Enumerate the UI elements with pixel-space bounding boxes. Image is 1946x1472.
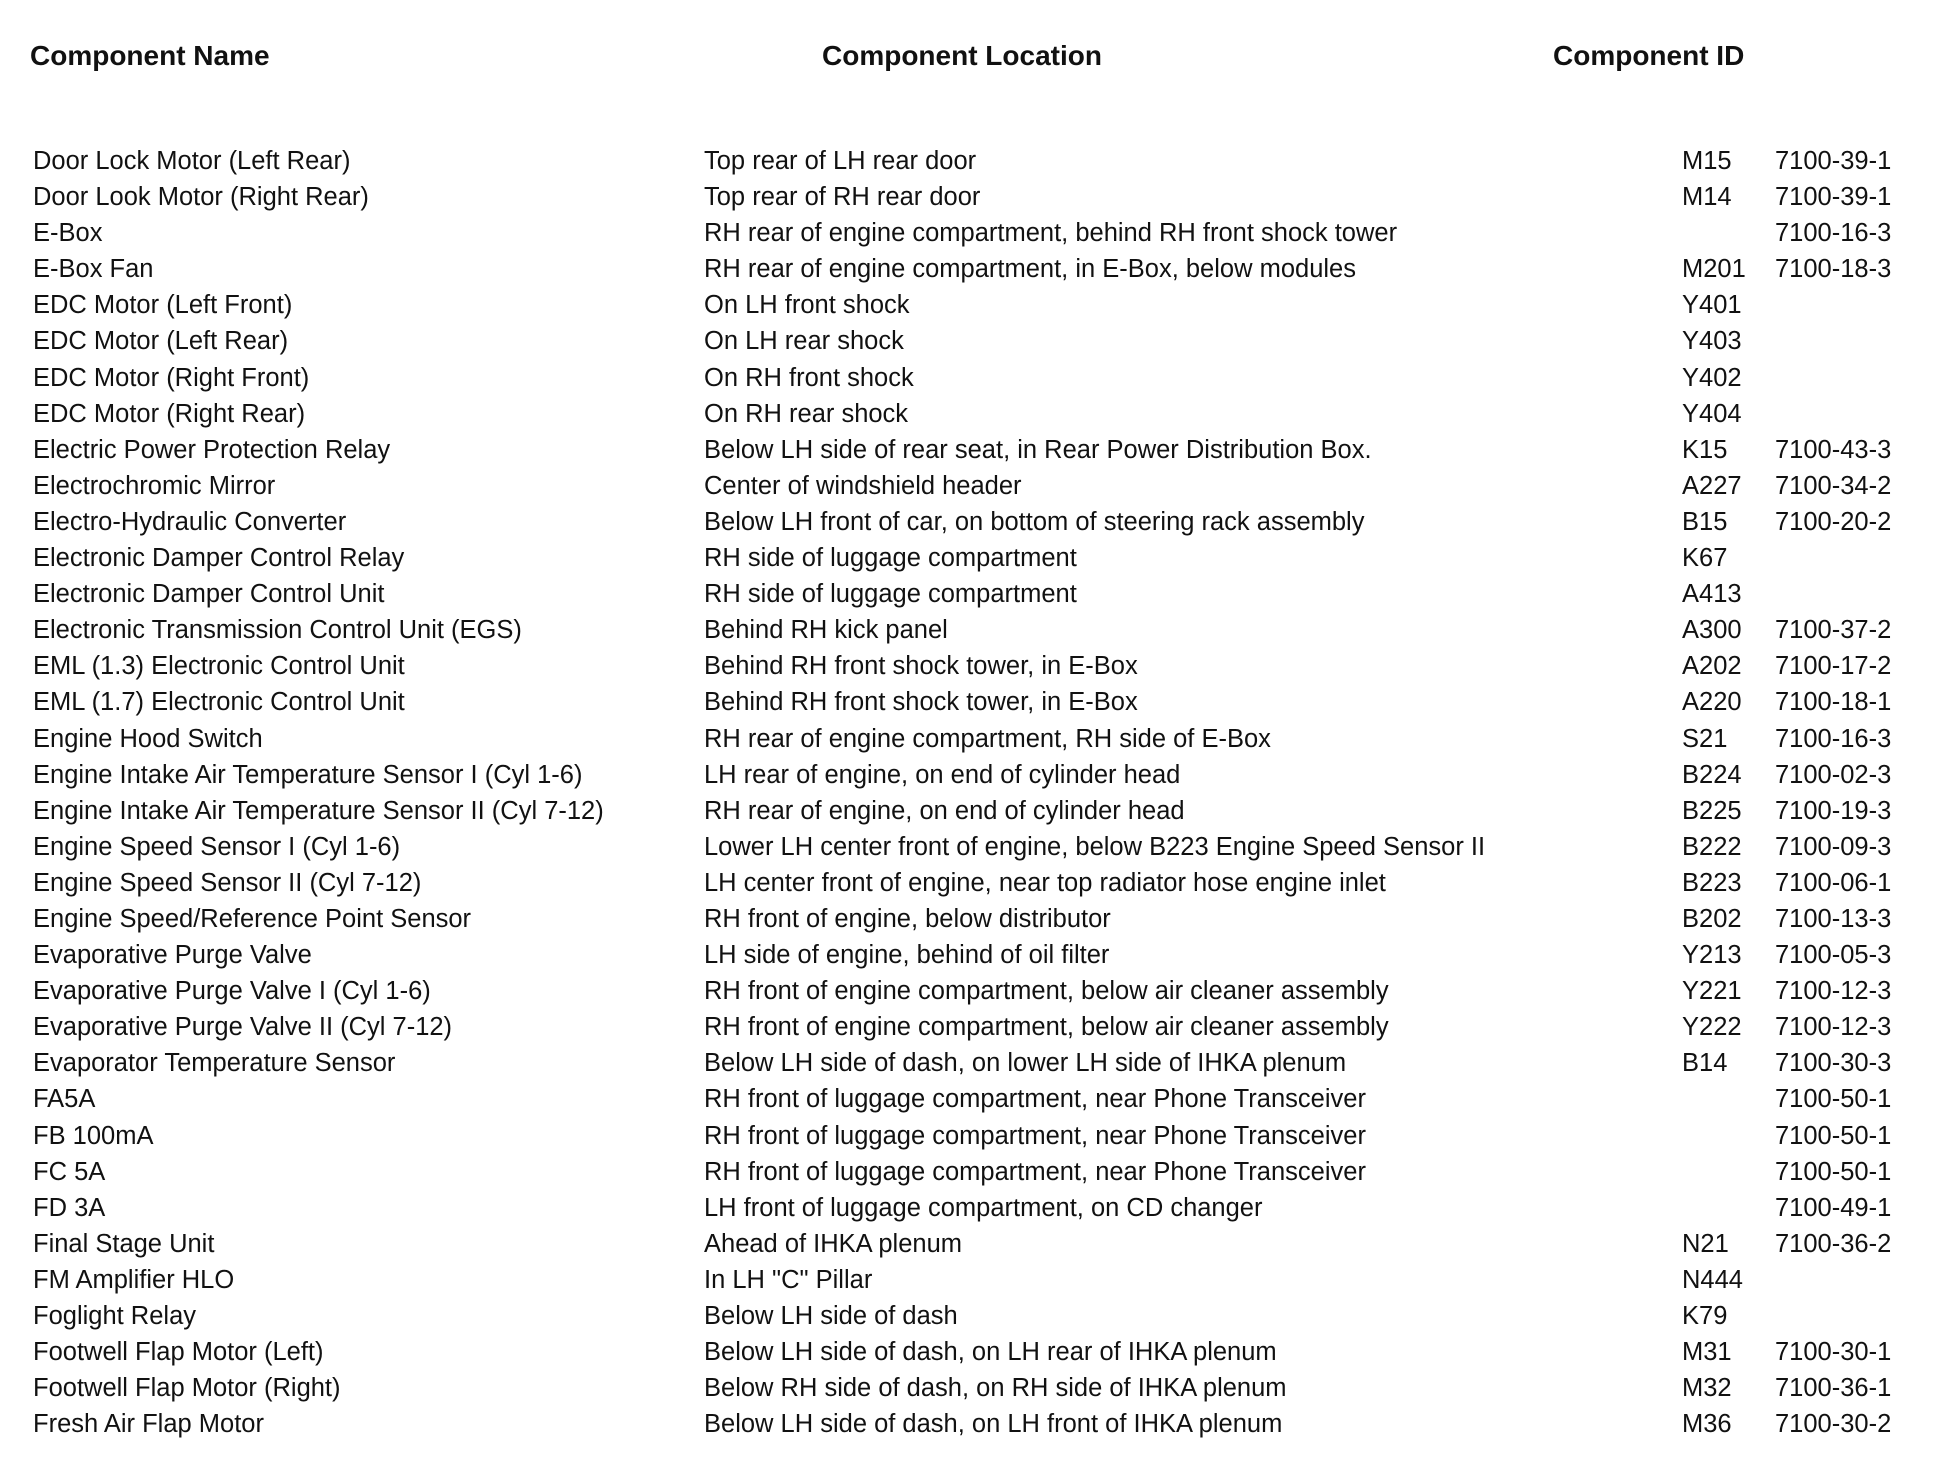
component-ref-cell: 7100-50-1 — [1775, 1085, 1892, 1114]
component-ref-cell: 7100-43-3 — [1775, 435, 1892, 464]
component-ref-cell: 7100-39-1 — [1775, 147, 1892, 175]
component-id-cell: A202 — [1682, 652, 1742, 681]
table-row — [0, 901, 1946, 937]
component-ref-cell: 7100-50-1 — [1775, 1121, 1892, 1150]
component-id-cell: A220 — [1682, 688, 1742, 717]
component-location-cell: RH rear of engine compartment, in E-Box, below modules — [704, 255, 1356, 284]
component-name-cell: FD 3A — [33, 1193, 106, 1222]
component-location-cell: Top rear of RH rear door — [704, 183, 981, 212]
component-name-cell: Engine Speed Sensor I (Cyl 1-6) — [33, 832, 401, 861]
component-ref-cell: 7100-02-3 — [1775, 760, 1892, 789]
component-ref-cell: 7100-37-2 — [1775, 616, 1892, 645]
component-name-cell: EDC Motor (Left Rear) — [33, 327, 289, 356]
table-row — [0, 1334, 1946, 1370]
component-ref-cell: 7100-17-2 — [1775, 652, 1892, 681]
table-row — [0, 1370, 1946, 1406]
component-location-cell: RH front of luggage compartment, near Phone Transceiver — [704, 1085, 1366, 1114]
component-location-cell: RH side of luggage compartment — [704, 580, 1077, 609]
component-id-cell: M32 — [1682, 1374, 1732, 1403]
component-id-cell: Y213 — [1682, 941, 1742, 970]
component-id-cell: Y221 — [1682, 977, 1742, 1006]
table-row — [0, 1298, 1946, 1334]
component-ref-cell: 7100-16-3 — [1775, 219, 1892, 248]
component-ref-cell: 7100-49-1 — [1775, 1193, 1892, 1222]
table-row — [0, 865, 1946, 901]
table-row — [0, 540, 1946, 576]
component-id-cell: Y402 — [1682, 363, 1742, 392]
component-name-cell: EML (1.7) Electronic Control Unit — [33, 688, 405, 717]
component-location-cell: LH side of engine, behind of oil filter — [704, 941, 1110, 970]
component-name-cell: FA5A — [33, 1085, 96, 1114]
component-name-cell: Door Look Motor (Right Rear) — [33, 183, 369, 212]
component-ref-cell: 7100-50-1 — [1775, 1157, 1892, 1186]
component-location-cell: RH side of luggage compartment — [704, 544, 1077, 573]
component-location-cell: Below LH side of rear seat, in Rear Power Distribution Box. — [704, 435, 1372, 464]
table-row — [0, 937, 1946, 973]
table-row — [0, 504, 1946, 540]
component-ref-cell: 7100-12-3 — [1775, 1013, 1892, 1042]
component-id-cell: S21 — [1682, 724, 1728, 753]
component-name-cell: Engine Hood Switch — [33, 724, 263, 753]
component-id-cell: B224 — [1682, 760, 1742, 789]
component-name-cell: EDC Motor (Left Front) — [33, 291, 293, 320]
component-location-cell: On LH front shock — [704, 291, 910, 320]
component-name-cell: Fresh Air Flap Motor — [33, 1410, 264, 1439]
component-id-cell: M14 — [1682, 183, 1732, 212]
component-name-cell: Electrochromic Mirror — [33, 471, 276, 500]
table-row — [0, 1154, 1946, 1190]
table-row — [0, 1045, 1946, 1081]
table-row — [0, 757, 1946, 793]
component-ref-cell: 7100-18-1 — [1775, 688, 1892, 717]
component-ref-cell: 7100-34-2 — [1775, 471, 1892, 500]
component-location-cell: In LH "C" Pillar — [704, 1265, 873, 1294]
component-name-cell: Electronic Damper Control Unit — [33, 580, 385, 609]
component-id-cell: K15 — [1682, 435, 1728, 464]
component-id-cell: A227 — [1682, 471, 1742, 500]
header-component-id: Component ID — [1553, 40, 1745, 71]
component-id-cell: M15 — [1682, 147, 1732, 175]
component-ref-cell: 7100-09-3 — [1775, 832, 1892, 861]
component-ref-cell: 7100-19-3 — [1775, 796, 1892, 825]
component-id-cell: M31 — [1682, 1338, 1732, 1367]
component-id-cell: B225 — [1682, 796, 1742, 825]
component-location-cell: Behind RH front shock tower, in E-Box — [704, 652, 1138, 681]
table-row — [0, 973, 1946, 1009]
component-name-cell: Evaporative Purge Valve — [33, 941, 312, 970]
component-ref-cell: 7100-18-3 — [1775, 255, 1892, 284]
table-row — [0, 1226, 1946, 1262]
component-name-cell: Electric Power Protection Relay — [33, 435, 391, 464]
table-row — [0, 1009, 1946, 1045]
component-id-cell: Y222 — [1682, 1013, 1742, 1042]
component-name-cell: EDC Motor (Right Rear) — [33, 399, 306, 428]
component-name-cell: Electronic Transmission Control Unit (EGS) — [33, 616, 522, 645]
component-name-cell: FM Amplifier HLO — [33, 1265, 235, 1294]
component-name-cell: EML (1.3) Electronic Control Unit — [33, 652, 405, 681]
component-id-cell: N21 — [1682, 1229, 1729, 1258]
table-row — [0, 648, 1946, 684]
component-id-cell: Y403 — [1682, 327, 1742, 356]
component-location-cell: LH rear of engine, on end of cylinder head — [704, 760, 1181, 789]
table-header — [0, 40, 1946, 80]
table-row — [0, 1406, 1946, 1442]
component-name-cell: Final Stage Unit — [33, 1229, 215, 1258]
table-row — [0, 684, 1946, 720]
component-id-cell: N444 — [1682, 1265, 1743, 1294]
component-ref-cell: 7100-13-3 — [1775, 904, 1892, 933]
table-row — [0, 1190, 1946, 1226]
component-location-cell: RH front of engine, below distributor — [704, 904, 1111, 933]
component-id-cell: B202 — [1682, 904, 1742, 933]
component-name-cell: Door Lock Motor (Left Rear) — [33, 147, 351, 175]
component-id-cell: A413 — [1682, 580, 1742, 609]
component-ref-cell: 7100-30-3 — [1775, 1049, 1892, 1078]
component-ref-cell: 7100-20-2 — [1775, 507, 1892, 536]
component-name-cell: Electro-Hydraulic Converter — [33, 507, 347, 536]
table-row — [0, 251, 1946, 287]
component-location-cell: Center of windshield header — [704, 471, 1022, 500]
component-location-cell: On LH rear shock — [704, 327, 904, 356]
component-id-cell: B15 — [1682, 507, 1728, 536]
component-id-cell: B14 — [1682, 1049, 1728, 1078]
table-row — [0, 793, 1946, 829]
table-row — [0, 396, 1946, 432]
table-row — [0, 1118, 1946, 1154]
component-name-cell: Electronic Damper Control Relay — [33, 544, 405, 573]
component-location-cell: Behind RH front shock tower, in E-Box — [704, 688, 1138, 717]
table-row — [0, 468, 1946, 504]
component-location-cell: Below LH side of dash — [704, 1302, 958, 1330]
component-ref-cell: 7100-39-1 — [1775, 183, 1892, 212]
table-row — [0, 215, 1946, 251]
component-ref-cell: 7100-16-3 — [1775, 724, 1892, 753]
component-id-cell: Y401 — [1682, 291, 1742, 320]
table-row — [0, 1262, 1946, 1298]
component-location-cell: RH front of engine compartment, below air cleaner assembly — [704, 1013, 1389, 1042]
component-name-cell: Engine Speed Sensor II (Cyl 7-12) — [33, 868, 422, 897]
table-row — [0, 1081, 1946, 1117]
table-row — [0, 576, 1946, 612]
table-row — [0, 432, 1946, 468]
component-location-cell: LH center front of engine, near top radiator hose engine inlet — [704, 868, 1386, 897]
component-location-cell: RH front of luggage compartment, near Phone Transceiver — [704, 1121, 1366, 1150]
component-location-cell: RH rear of engine compartment, RH side of E-Box — [704, 724, 1271, 753]
component-ref-cell: 7100-05-3 — [1775, 941, 1892, 970]
table-row — [0, 721, 1946, 757]
table-row — [0, 179, 1946, 215]
component-location-cell: RH front of luggage compartment, near Phone Transceiver — [704, 1157, 1366, 1186]
component-name-cell: Evaporative Purge Valve I (Cyl 1-6) — [33, 977, 431, 1006]
table-row — [0, 287, 1946, 323]
table-row — [0, 323, 1946, 359]
component-location-cell: Below LH side of dash, on LH rear of IHKA plenum — [704, 1338, 1277, 1367]
component-location-cell: RH front of engine compartment, below air cleaner assembly — [704, 977, 1389, 1006]
component-name-cell: EDC Motor (Right Front) — [33, 363, 310, 392]
table-row — [0, 829, 1946, 865]
component-name-cell: FB 100mA — [33, 1121, 154, 1150]
component-location-cell: Below LH front of car, on bottom of steering rack assembly — [704, 507, 1365, 536]
component-location-cell: Behind RH kick panel — [704, 616, 948, 645]
component-location-cell: Below LH side of dash, on LH front of IHKA plenum — [704, 1410, 1283, 1439]
component-location-cell: RH rear of engine compartment, behind RH front shock tower — [704, 219, 1398, 248]
component-location-cell: Ahead of IHKA plenum — [704, 1229, 963, 1258]
component-name-cell: Engine Intake Air Temperature Sensor I (Cyl 1-6) — [33, 760, 583, 789]
component-name-cell: E-Box — [33, 219, 103, 248]
component-ref-cell: 7100-12-3 — [1775, 977, 1892, 1006]
component-id-cell: K79 — [1682, 1302, 1728, 1330]
component-name-cell: Engine Intake Air Temperature Sensor II (Cyl 7-12) — [33, 796, 604, 825]
component-id-cell: K67 — [1682, 544, 1728, 573]
table-body — [0, 143, 1946, 1442]
component-name-cell: FC 5A — [33, 1157, 106, 1186]
component-id-cell: M201 — [1682, 255, 1746, 284]
component-name-cell: Engine Speed/Reference Point Sensor — [33, 904, 472, 933]
table-row — [0, 612, 1946, 648]
component-name-cell: Foglight Relay — [33, 1302, 196, 1330]
component-name-cell: Footwell Flap Motor (Right) — [33, 1374, 341, 1403]
component-location-cell: On RH front shock — [704, 363, 914, 392]
component-id-cell: M36 — [1682, 1410, 1732, 1439]
component-id-cell: B222 — [1682, 832, 1742, 861]
component-location-cell: RH rear of engine, on end of cylinder head — [704, 796, 1185, 825]
component-location-cell: Below RH side of dash, on RH side of IHKA plenum — [704, 1374, 1287, 1403]
component-ref-cell: 7100-36-1 — [1775, 1374, 1892, 1403]
component-id-cell: B223 — [1682, 868, 1742, 897]
component-location-cell: Top rear of LH rear door — [704, 147, 977, 175]
component-name-cell: E-Box Fan — [33, 255, 154, 284]
table-row — [0, 143, 1946, 179]
component-ref-cell: 7100-30-1 — [1775, 1338, 1892, 1367]
component-id-cell: A300 — [1682, 616, 1742, 645]
component-location-cell: LH front of luggage compartment, on CD changer — [704, 1193, 1263, 1222]
component-location-cell: Lower LH center front of engine, below B223 Engine Speed Sensor II — [704, 832, 1486, 861]
component-name-cell: Footwell Flap Motor (Left) — [33, 1338, 324, 1367]
header-component-location: Component Location — [822, 40, 1102, 71]
component-location-cell: On RH rear shock — [704, 399, 909, 428]
component-name-cell: Evaporator Temperature Sensor — [33, 1049, 396, 1078]
component-id-cell: Y404 — [1682, 399, 1742, 428]
component-ref-cell: 7100-06-1 — [1775, 868, 1892, 897]
component-name-cell: Evaporative Purge Valve II (Cyl 7-12) — [33, 1013, 453, 1042]
header-component-name: Component Name — [30, 40, 270, 71]
component-location-cell: Below LH side of dash, on lower LH side of IHKA plenum — [704, 1049, 1347, 1078]
table-row — [0, 360, 1946, 396]
component-ref-cell: 7100-30-2 — [1775, 1410, 1892, 1439]
component-ref-cell: 7100-36-2 — [1775, 1229, 1892, 1258]
